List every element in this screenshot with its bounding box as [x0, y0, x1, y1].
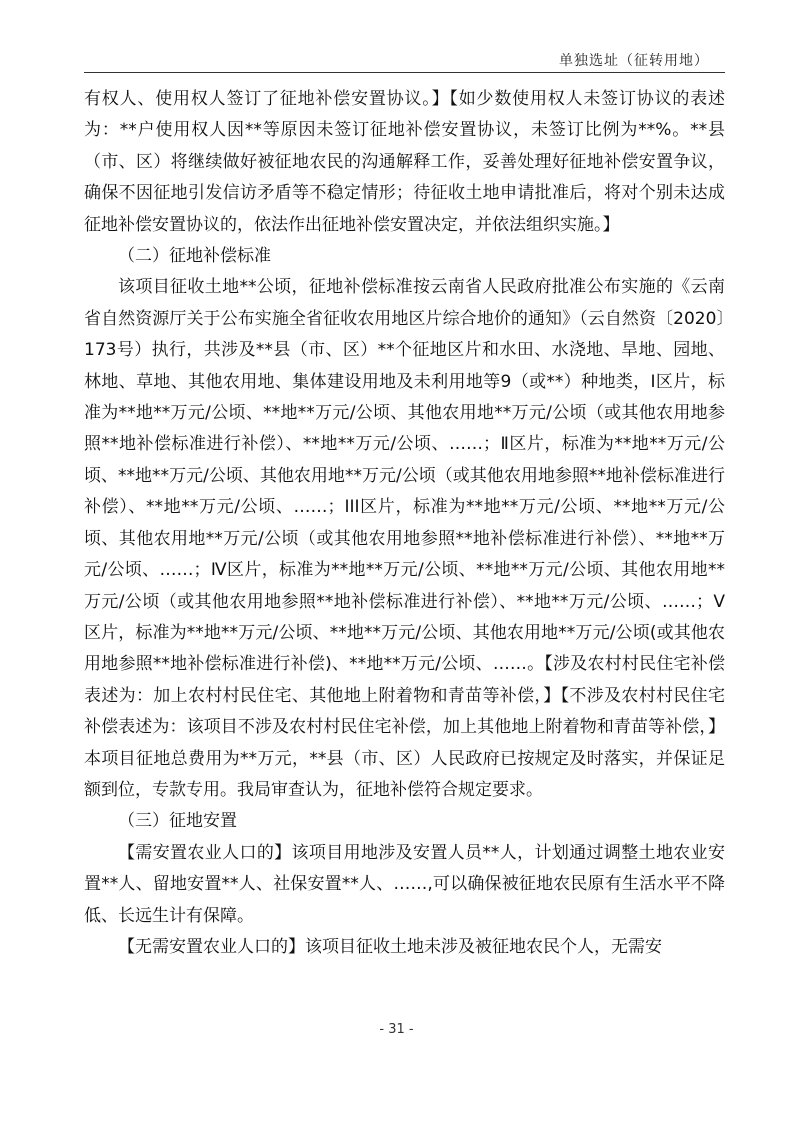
header-divider: [84, 72, 725, 73]
section-heading-compensation-standard: （二）征地补偿标准: [118, 246, 271, 267]
paragraph-compensation-standard: 该项目征收土地**公顷，征地补偿标准按云南省人民政府批准公布实施的《云南省自然资源厅关于公布实施全省征收农用地区片综合地价的通知》（云自然资〔2020〕173号）执行，共涉及**县（市、区）**个征地区片和水田、水浇地、旱地、园地、林地、草地、其他农用地、集体建设用地及未利用地等9（或**）种地类，Ⅰ区片，标准为**地**万元/公顷、**地**万元/公顷、其他农用地**万元/公顷（或其他农用地参照**地补偿标准进行补偿）、**地**万元/公顷、……；Ⅱ区片，标准为**地**万元/公顷、**地**万元/公顷、其他农用地**万元/公顷（或其他农用地参照**地补偿标准进行补偿）、**地**万元/公顷、……；III区片，标准为**地**万元/公顷、**地**万元/公顷、其他农用地**万元/公顷（或其他农用地参照**地补偿标准进行补偿）、**地**万元/公顷、……；Ⅳ区片，标准为**地**万元/公顷、**地**万元/公顷、其他农用地**万元/公顷（或其他农用地参照**地补偿标准进行补偿）、**地**万元/公顷、……；Ⅴ区片，标准为**地**万元/公顷、**地**万元/公顷、其他农用地**万元/公顷(或其他农用地参照**地补偿标准进行补偿)、**地**万元/公顷、……。【涉及农村村民住宅补偿表述为：加上农村村民住宅、其他地上附着物和青苗等补偿，】【不涉及农村村民住宅补偿表述为：该项目不涉及农村村民住宅补偿，加上其他地上附着物和青苗等补偿，】本项目征地总费用为**万元，**县（市、区）人民政府已按规定及时落实，并保证足额到位，专款专用。我局审查认为，征地补偿符合规定要求。: [84, 277, 725, 800]
running-header: 单独选址（征转用地）: [559, 53, 709, 69]
section-heading-resettlement: （三）征地安置: [118, 811, 237, 832]
paragraph-resettlement-needed: 【需安置农业人口的】该项目用地涉及安置人员**人，计划通过调整土地农业安置**人、留地安置**人、社保安置**人、……,可以确保被征地农民原有生活水平不降低、长远生计有保障。: [84, 842, 725, 926]
page-number: - 31 -: [379, 1022, 414, 1037]
paragraph-agreement-continuation: 有权人、使用权人签订了征地补偿安置协议。】【如少数使用权人未签订协议的表述为：**户使用权人因**等原因未签订征地补偿安置协议，未签订比例为**%。**县（市、区）将继续做好被征地农民的沟通解释工作，妥善处理好征地补偿安置争议，确保不因征地引发信访矛盾等不稳定情形；待征收土地申请批准后，将对个别未达成征地补偿安置协议的，依法作出征地补偿安置决定，并依法组织实施。】: [84, 89, 725, 235]
paragraph-resettlement-not-needed: 【无需安置农业人口的】该项目征收土地未涉及被征地农民个人，无需安: [118, 936, 662, 957]
document-body: [84, 84, 725, 963]
